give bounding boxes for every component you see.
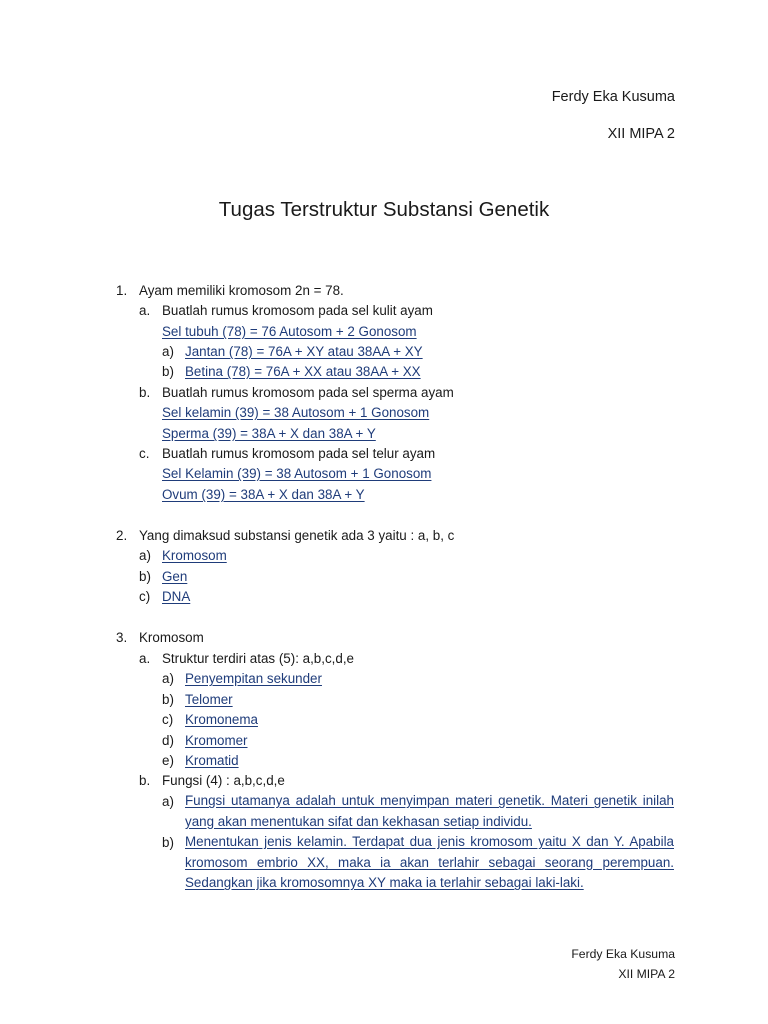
q3b-item-label: b) [162,835,174,850]
q1b-text: Buatlah rumus kromosom pada sel sperma ayam [162,385,454,400]
q1a-item-text: Jantan (78) = 76A + XY atau 38AA + XY [185,344,423,359]
q2-item-label: b) [139,569,151,584]
q3a-item-text: Kromomer [185,733,248,748]
q2-number: 2. [116,528,128,543]
q3b-label: b. [139,773,151,788]
q3b-text: Fungsi (4) : a,b,c,d,e [162,773,285,788]
q3a-label: a. [139,651,151,666]
q3a-item-text: Kromonema [185,712,258,727]
q3a-item-text: Telomer [185,692,233,707]
q3-number: 3. [116,630,128,645]
q3a-item-label: e) [162,753,174,768]
page-title: Tugas Terstruktur Substansi Genetik [218,198,550,221]
q3b-item-label: a) [162,794,174,809]
q1-text: Ayam memiliki kromosom 2n = 78. [139,283,344,298]
q3a-item-label: d) [162,733,174,748]
q1a-item-label: a) [162,344,174,359]
footer-class: XII MIPA 2 [618,967,675,981]
q3-text: Kromosom [139,630,204,645]
q1a-item-text: Betina (78) = 76A + XX atau 38AA + XX [185,364,421,379]
q2-item-text: DNA [162,589,191,604]
q3a-item-label: a) [162,671,174,686]
author-name: Ferdy Eka Kusuma [551,89,675,105]
q1c-label: c. [139,446,150,461]
q1a-text: Buatlah rumus kromosom pada sel kulit ayam [162,303,433,318]
q1-number: 1. [116,283,128,298]
q1b-label: b. [139,385,151,400]
q2-item-label: c) [139,589,151,604]
footer-name: Ferdy Eka Kusuma [571,947,675,961]
q1b-answer-1: Sel kelamin (39) = 38 Autosom + 1 Gonosom [162,405,430,420]
q1a-label: a. [139,303,151,318]
q3b-item-text: Fungsi utamanya adalah untuk menyimpan materi genetik. Materi genetik inilah yang akan menentukan sifat dan kekhasan setiap individu. [185,793,674,829]
q1c-answer-1: Sel Kelamin (39) = 38 Autosom + 1 Gonosom [162,466,432,481]
author-class: XII MIPA 2 [607,126,675,142]
q3a-item-label: c) [162,712,174,727]
q3a-item-text: Penyempitan sekunder [185,671,322,686]
q3a-item-text: Kromatid [185,753,239,768]
q1c-answer-2: Ovum (39) = 38A + X dan 38A + Y [162,487,365,502]
q1b-answer-2: Sperma (39) = 38A + X dan 38A + Y [162,426,376,441]
q1c-text: Buatlah rumus kromosom pada sel telur ayam [162,446,436,461]
q1a-answer: Sel tubuh (78) = 76 Autosom + 2 Gonosom [162,324,417,339]
q1a-item-label: b) [162,364,174,379]
q2-item-text: Gen [162,569,188,584]
q3b-item-text: Menentukan jenis kelamin. Terdapat dua jenis kromosom yaitu X dan Y. Apabila kromosom embrio XX, maka ia akan terlahir sebagai seorang perempuan. Sedangkan jika kromosomnya XY maka ia terlahir sebagai laki-laki. [185,834,674,890]
q3a-text: Struktur terdiri atas (5): a,b,c,d,e [162,651,355,666]
q2-item-text: Kromosom [162,548,227,563]
q2-text: Yang dimaksud substansi genetik ada 3 yaitu : a, b, c [139,528,455,543]
q3a-item-label: b) [162,692,174,707]
q2-item-label: a) [139,548,151,563]
